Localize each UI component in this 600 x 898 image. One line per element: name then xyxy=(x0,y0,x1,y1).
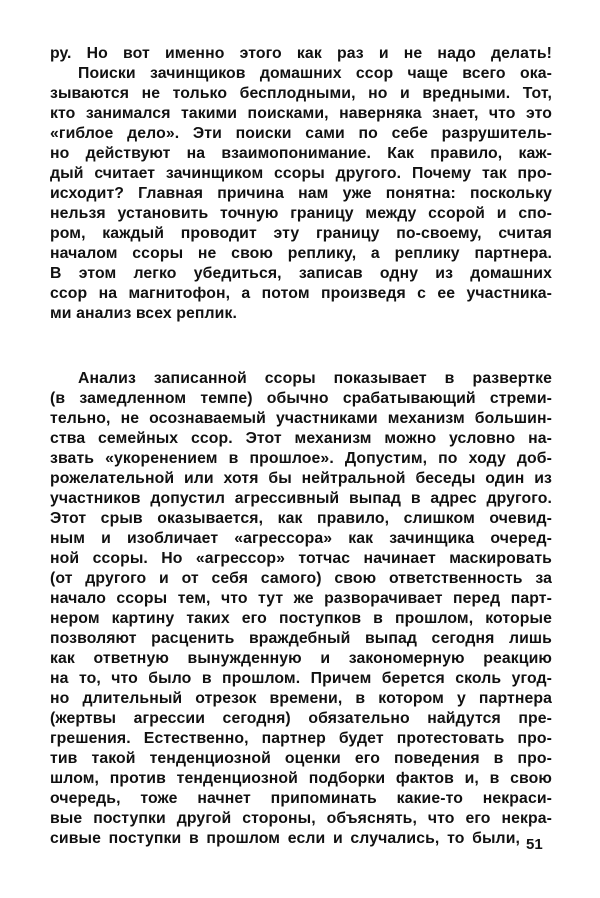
text-line: участников допустил агрессивный выпад в адрес другого. xyxy=(50,490,552,507)
text-line: (в замедленном темпе) обычно срабатывающий стреми- xyxy=(50,390,552,407)
text-line: грешения. Естественно, партнер будет протестовать про- xyxy=(50,730,552,747)
text-line: но длительный отрезок времени, в котором у партнера xyxy=(50,690,552,707)
text-line: началом ссоры не свою реплику, а реплику партнера. xyxy=(50,245,552,262)
text-line: Поиски зачинщиков домашних ссор чаще всего ока- xyxy=(78,65,552,82)
text-line: «гиблое дело». Эти поиски сами по себе разрушитель- xyxy=(50,125,552,142)
text-line: тельно, не осознаваемый участниками механизм большин- xyxy=(50,410,552,427)
text-line: рожелательной или хотя бы нейтральной беседы один из xyxy=(50,470,552,487)
text-line: ру. Но вот именно этого как раз и не надо делать! xyxy=(50,45,552,62)
text-line: В этом легко убедиться, записав одну из домашних xyxy=(50,265,552,282)
text-line: дый считает зачинщиком ссоры другого. Почему так про- xyxy=(50,165,552,182)
text-line: позволяют расценить враждебный выпад сегодня лишь xyxy=(50,630,552,647)
text-line: ным и изобличает «агрессора» как зачинщика очеред- xyxy=(50,530,552,547)
text-line: ссор на магнитофон, а потом произведя с ее участника- xyxy=(50,285,552,302)
text-line: исходит? Главная причина нам уже понятна: поскольку xyxy=(50,185,552,202)
text-line: нером картину таких его поступков в прошлом, которые xyxy=(50,610,552,627)
text-line: ной ссоры. Но «агрессор» тотчас начинает маскировать xyxy=(50,550,552,567)
text-line: начало ссоры тем, что тут же разворачивает перед парт- xyxy=(50,590,552,607)
text-line: Этот срыв оказывается, как правило, слишком очевид- xyxy=(50,510,552,527)
text-line: шлом, против тенденциозной подборки фактов и, в свою xyxy=(50,770,552,787)
text-line: очередь, тоже начнет припоминать какие-то некраси- xyxy=(50,790,552,807)
text-line: (от другого и от себя самого) свою ответственность за xyxy=(50,570,552,587)
text-line: но действуют на взаимопонимание. Как правило, каж- xyxy=(50,145,552,162)
text-line: нельзя установить точную границу между ссорой и спо- xyxy=(50,205,552,222)
text-line: ства семейных ссор. Этот механизм можно условно на- xyxy=(50,430,552,447)
text-line: вые поступки другой стороны, объяснять, что его некра- xyxy=(50,810,552,827)
text-line: (жертвы агрессии сегодня) обязательно найдутся пре- xyxy=(50,710,552,727)
text-line: кто занимался такими поисками, наверняка знает, что это xyxy=(50,105,552,122)
text-line: Анализ записанной ссоры показывает в развертке xyxy=(78,370,552,387)
text-line: ми анализ всех реплик. xyxy=(50,305,237,322)
text-line: ром, каждый проводит эту границу по-своему, считая xyxy=(50,225,552,242)
text-line: сивые поступки в прошлом если и случались, то были, xyxy=(50,830,520,847)
text-line: как ответную вынужденную и закономерную реакцию xyxy=(50,650,552,667)
text-line: звать «укоренением в прошлое». Допустим, по ходу доб- xyxy=(50,450,552,467)
text-line: тив такой тенденциозной оценки его поведения в про- xyxy=(50,750,552,767)
text-line: на то, что было в прошлом. Причем берется сколь угод- xyxy=(50,670,552,687)
page-number: 51 xyxy=(526,836,543,853)
text-line: зываются не только бесплодными, но и вредными. Тот, xyxy=(50,85,552,102)
